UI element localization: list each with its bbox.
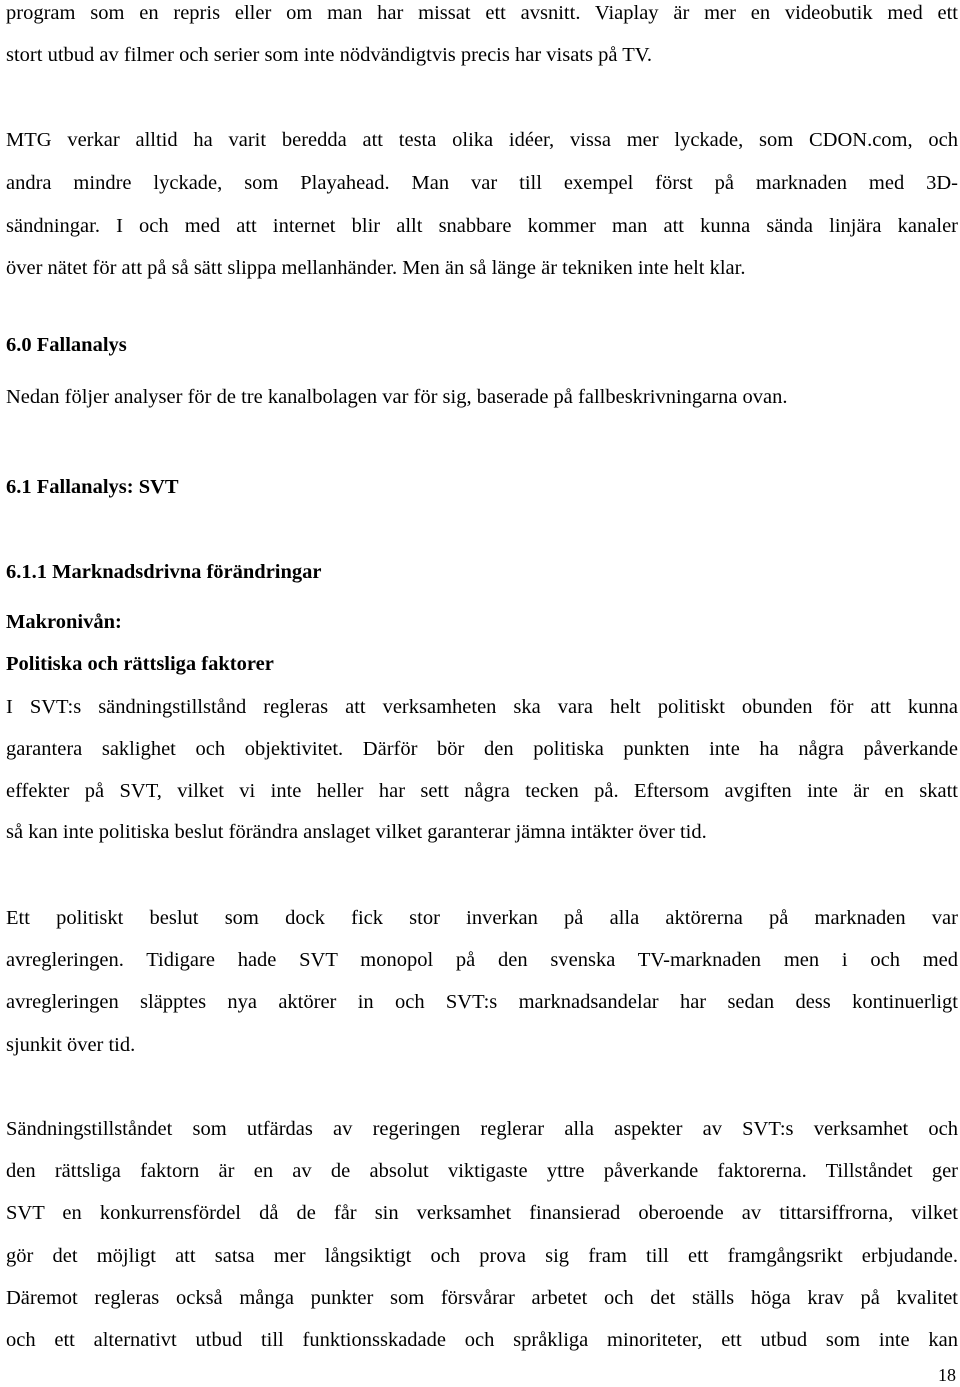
text-line: Ett politiskt beslut som dock fick stor inverkan på alla aktörerna på marknaden var [6,907,958,929]
text-line: över nätet för att på så sätt slippa mellanhänder. Men än så länge är tekniken inte helt klar. [6,257,746,279]
section-heading: 6.0 Fallanalys [6,334,127,356]
subheading: Politiska och rättsliga faktorer [6,653,274,675]
text-line: effekter på SVT, vilket vi inte heller har sett några tecken på. Eftersom avgiften inte är en skatt [6,780,958,802]
page-number: 18 [938,1365,956,1385]
text-line: garantera saklighet och objektivitet. Därför bör den politiska punkten inte ha några påverkande [6,738,958,760]
text-line: avregleringen släpptes nya aktörer in och SVT:s marknadsandelar har sedan dess kontinuerligt [6,991,958,1013]
text-line: SVT en konkurrensfördel då de får sin verksamhet finansierad oberoende av tittarsiffrorna, vilket [6,1202,958,1224]
text-line: gör det möjligt att satsa mer långsiktigt och prova sig fram till ett framgångsrikt erbjudande. [6,1245,958,1267]
text-line: sjunkit över tid. [6,1034,136,1056]
text-line: andra mindre lyckade, som Playahead. Man var till exempel först på marknaden med 3D- [6,172,958,194]
subsection-heading: 6.1.1 Marknadsdrivna förändringar [6,561,322,583]
text-line: avregleringen. Tidigare hade SVT monopol på den svenska TV-marknaden men i och med [6,949,958,971]
text-line: Sändningstillståndet som utfärdas av regeringen reglerar alla aspekter av SVT:s verksamhet och [6,1118,958,1140]
subheading: Makronivån: [6,611,122,633]
section-heading: 6.1 Fallanalys: SVT [6,476,179,498]
text-line: Däremot regleras också många punkter som försvårar arbetet och det ställs höga krav på kvalitet [6,1287,958,1309]
text-line: sändningar. I och med att internet blir allt snabbare kommer man att kunna sända linjära kanaler [6,215,958,237]
text-line: I SVT:s sändningstillstånd regleras att verksamheten ska vara helt politiskt obunden för att kunna [6,696,958,718]
text-line: och ett alternativt utbud till funktionsskadade och språkliga minoriteter, ett utbud som inte kan [6,1329,958,1351]
text-line: den rättsliga faktorn är en av de absolut viktigaste yttre påverkande faktorerna. Tillståndet ger [6,1160,958,1182]
text-line: MTG verkar alltid ha varit beredda att testa olika idéer, vissa mer lyckade, som CDON.com, och [6,129,958,151]
text-line: program som en repris eller om man har missat ett avsnitt. Viaplay är mer en videobutik med ett [6,2,958,24]
text-line: Nedan följer analyser för de tre kanalbolagen var för sig, baserade på fallbeskrivningarna ovan. [6,386,788,408]
text-line: stort utbud av filmer och serier som inte nödvändigtvis precis har visats på TV. [6,44,653,66]
text-line: så kan inte politiska beslut förändra anslaget vilket garanterar jämna intäkter över tid. [6,821,707,843]
